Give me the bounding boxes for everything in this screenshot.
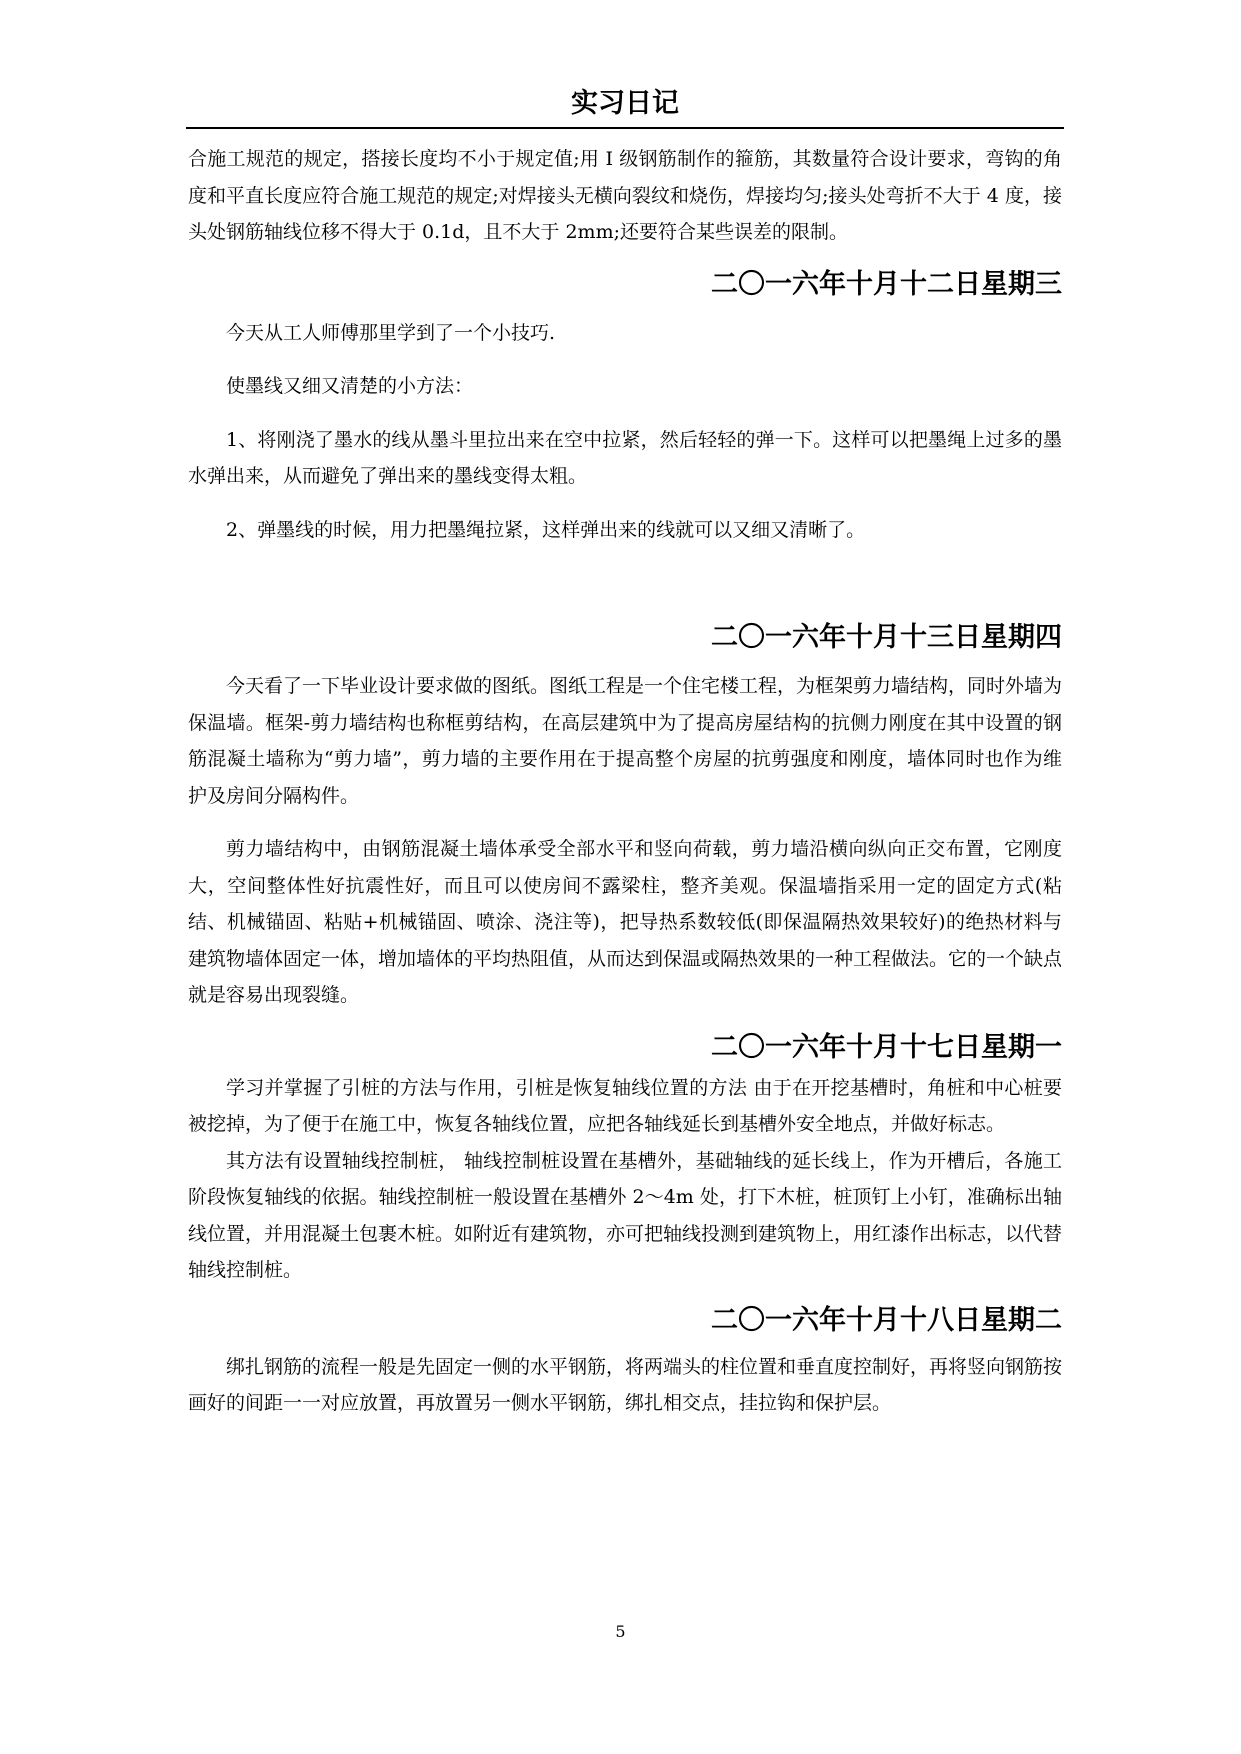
intro-paragraph: 合施工规范的规定，搭接长度均不小于规定值;用 I 级钢筋制作的箍筋，其数量符合设计要求，弯钩的角度和平直长度应符合施工规范的规定;对焊接头无横向裂纹和烧伤，焊接均匀;接头处弯折不大于 4 度，接头处钢筋轴线位移不得大于 0.1d，且不大于 2mm;还要符合某些误差的限制。 <box>188 148 1062 243</box>
entry-paragraph: 其方法有设置轴线控制桩， 轴线控制桩设置在基槽外，基础轴线的延长线上，作为开槽后，各施工阶段恢复轴线的依据。轴线控制桩一般设置在基槽外 2～4m 处，打下木桩，桩顶钉上小钉，准确标出轴线位置，并用混凝土包裹木桩。如附近有建筑物，亦可把轴线投测到建筑物上，用红漆作出标志，以代替轴线控制桩。 <box>188 1149 1063 1281</box>
entry-paragraph: 今天看了一下毕业设计要求做的图纸。图纸工程是一个住宅楼工程，为框架剪力墙结构，同时外墙为保温墙。框架-剪力墙结构也称框剪结构，在高层建筑中为了提高房屋结构的抗侧力刚度在其中设置的钢筋混凝土墙称为“剪力墙”，剪力墙的主要作用在于提高整个房屋的抗剪强度和刚度，墙体同时也作为维护及房间分隔构件。 <box>188 675 1063 807</box>
diary-content <box>188 141 1062 1422</box>
entry-paragraph: 今天从工人师傅那里学到了一个小技巧. <box>226 321 556 344</box>
entry-date-heading: 二〇一六年十月十八日星期二 <box>711 1304 1062 1336</box>
entry-paragraph: 绑扎钢筋的流程一般是先固定一侧的水平钢筋，将两端头的柱位置和垂直度控制好，再将竖向钢筋按画好的间距一一对应放置，再放置另一侧水平钢筋，绑扎相交点，挂拉钩和保护层。 <box>188 1355 1063 1414</box>
entry-date-heading: 二〇一六年十月十三日星期四 <box>711 622 1062 653</box>
entry-paragraph: 2、弹墨线的时候，用力把墨绳拉紧，这样弹出来的线就可以又细又清晰了。 <box>226 518 866 541</box>
entry-paragraph: 剪力墙结构中，由钢筋混凝土墙体承受全部水平和竖向荷载，剪力墙沿横向纵向正交布置，它刚度大，空间整体性好抗震性好，而且可以使房间不露梁柱，整齐美观。保温墙指采用一定的固定方式(粘结、机械锚固、粘贴+机械锚固、喷涂、浇注等)，把导热系数较低(即保温隔热效果较好)的绝热材料与建筑物墙体固定一体，增加墙体的平均热阻值，从而达到保温或隔热效果的一种工程做法。它的一个缺点就是容易出现裂缝。 <box>188 838 1063 1006</box>
diary-entry <box>188 265 1062 549</box>
diary-entry <box>188 1028 1062 1289</box>
page-number: 5 <box>615 1622 626 1641</box>
diary-entry <box>188 618 1062 1014</box>
entry-date-heading: 二〇一六年十月十二日星期三 <box>711 268 1062 300</box>
entry-date-heading: 二〇一六年十月十七日星期一 <box>711 1031 1062 1063</box>
page-header-title: 实习日记 <box>571 88 679 119</box>
header-divider <box>186 127 1064 129</box>
diary-entry <box>188 1301 1062 1422</box>
entry-paragraph: 学习并掌握了引桩的方法与作用，引桩是恢复轴线位置的方法 由于在开挖基槽时，角桩和中心桩要被挖掉，为了便于在施工中，恢复各轴线位置，应把各轴线延长到基槽外安全地点，并做好标志。 <box>188 1076 1062 1135</box>
entry-paragraph: 使墨线又细又清楚的小方法： <box>226 375 474 397</box>
entry-paragraph: 1、将刚浇了墨水的线从墨斗里拉出来在空中拉紧，然后轻轻的弹一下。这样可以把墨绳上过多的墨水弹出来，从而避免了弹出来的墨线变得太粗。 <box>188 428 1062 487</box>
